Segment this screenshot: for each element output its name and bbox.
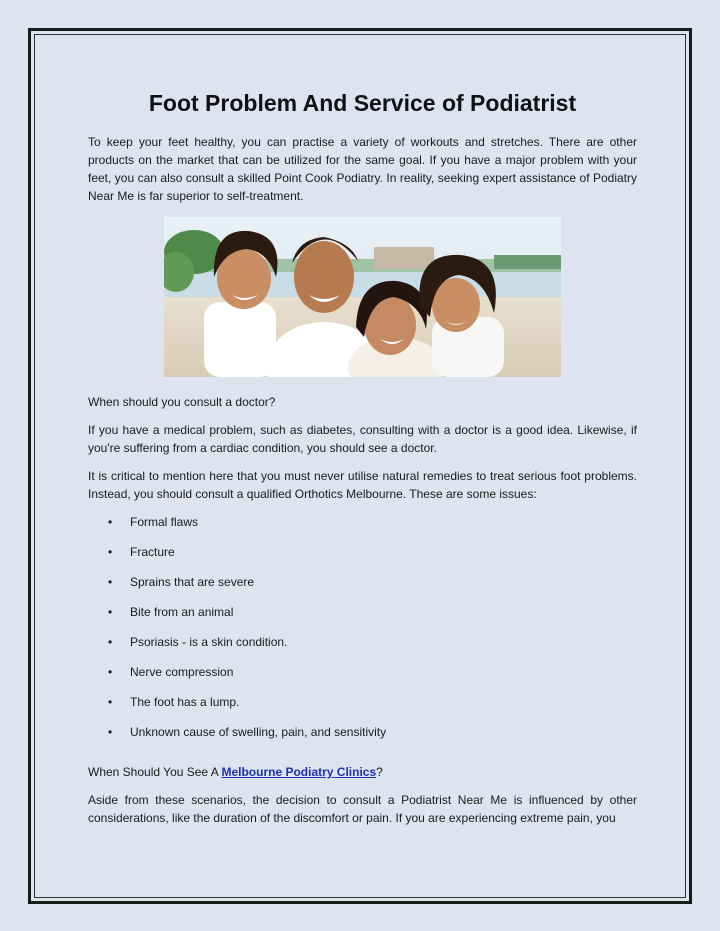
list-item-text: Fracture <box>130 545 175 559</box>
bullet-icon: • <box>108 575 113 589</box>
bullet-icon: • <box>108 515 113 529</box>
bullet-icon: • <box>108 605 113 619</box>
bullet-icon: • <box>108 635 113 649</box>
when-to-see-line <box>88 763 637 781</box>
list-item-text: Formal flaws <box>130 515 199 529</box>
list-item <box>88 573 637 603</box>
bullet-icon: • <box>108 725 113 739</box>
document-body <box>88 87 637 837</box>
list-item <box>88 633 637 663</box>
document-page <box>28 28 692 904</box>
section-heading-consult: When should you consult a doctor? <box>88 395 276 409</box>
list-item <box>88 723 637 753</box>
melbourne-podiatry-clinics-link[interactable]: Melbourne Podiatry Clinics <box>221 765 377 779</box>
list-item-text: Unknown cause of swelling, pain, and sensitivity <box>130 725 387 739</box>
list-item-text: Bite from an animal <box>130 605 234 619</box>
bullet-icon: • <box>108 695 113 709</box>
family-photo-illustration <box>164 217 561 377</box>
list-item-text: Nerve compression <box>130 665 234 679</box>
bullet-icon: • <box>108 545 113 559</box>
medical-paragraph: If you have a medical problem, such as diabetes, consulting with a doctor is a good idea. Likewise, if you're suffering from a cardiac condition, you should see a doctor. <box>88 423 637 455</box>
family-photo <box>164 217 561 377</box>
aside-paragraph: Aside from these scenarios, the decision to consult a Podiatrist Near Me is influenced by other considerations, like the duration of the discomfort or pain. If you are experiencing extreme pain, you <box>88 793 637 825</box>
list-item <box>88 663 637 693</box>
bullet-icon: • <box>108 665 113 679</box>
list-item <box>88 513 637 543</box>
list-item <box>88 543 637 573</box>
when-suffix: ? <box>376 765 383 779</box>
intro-paragraph: To keep your feet healthy, you can practise a variety of workouts and stretches. There are other products on the market that can be utilized for the same goal. If you have a major problem with your feet, you can also consult a skilled Point Cook Podiatry. In reality, seeking expert assistance of Podiatry Near Me is far superior to self-treatment. <box>88 135 637 203</box>
critical-paragraph: It is critical to mention here that you must never utilise natural remedies to treat serious foot problems. Instead, you should consult a qualified Orthotics Melbourne. These are some issues: <box>88 469 637 501</box>
when-prefix: When Should You See A <box>88 765 222 779</box>
document-title: Foot Problem And Service of Podiatrist <box>148 90 577 116</box>
list-item-text: The foot has a lump. <box>130 695 240 709</box>
list-item <box>88 603 637 633</box>
list-item-text: Psoriasis - is a skin condition. <box>130 635 288 649</box>
list-item-text: Sprains that are severe <box>130 575 255 589</box>
issues-list <box>88 513 637 753</box>
list-item <box>88 693 637 723</box>
